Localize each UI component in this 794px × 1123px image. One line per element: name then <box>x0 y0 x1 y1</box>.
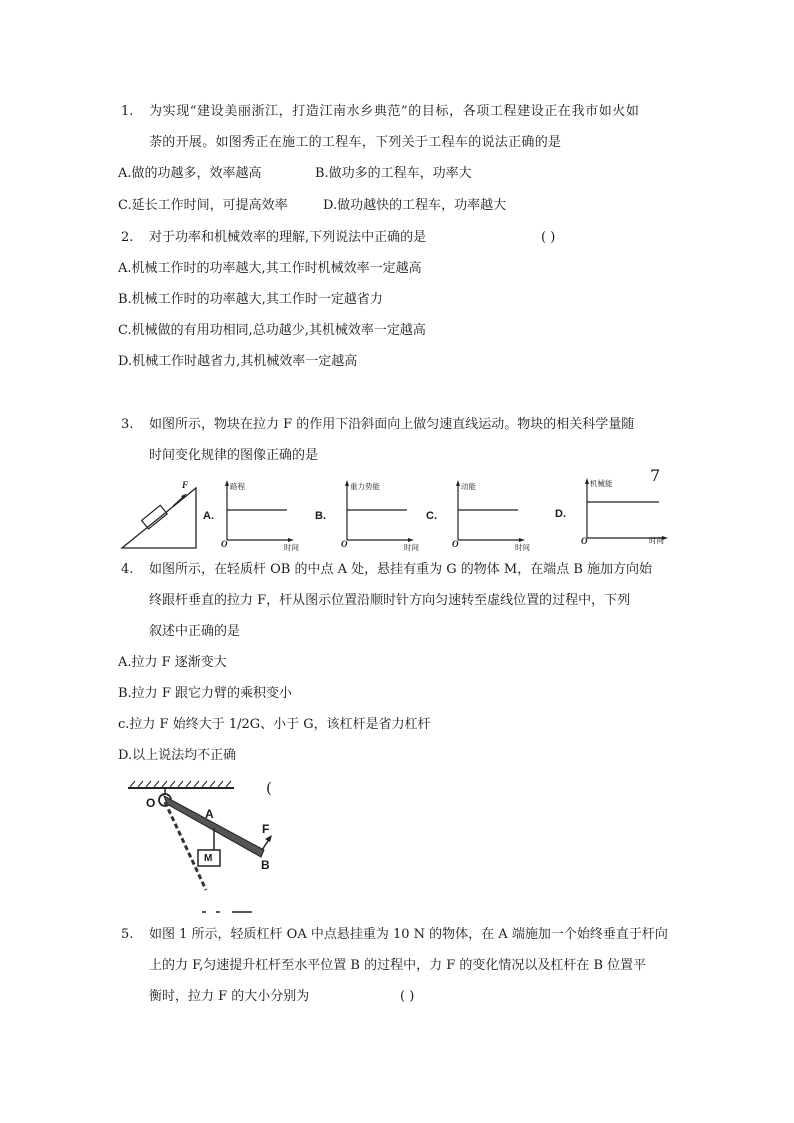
graph-d-origin: O <box>581 536 588 546</box>
q2-option-b: B.机械工作时的功率越大,其工作时一定越省力 <box>118 292 383 307</box>
q2-option-d: D.机械工作时越省力,其机械效率一定越高 <box>118 354 358 369</box>
lever-label-m: M <box>204 853 213 864</box>
q2-option-a: A.机械工作时的功率越大,其工作时机械效率一定越高 <box>118 261 422 276</box>
graph-c-ylabel: 动能 <box>461 482 476 491</box>
graph-d-letter: D. <box>555 508 566 520</box>
graph-c-letter: C. <box>426 510 437 522</box>
q1-option-c: C.延长工作时间，可提高效率 <box>118 198 288 213</box>
q1-option-b: B.做功多的工程车，功率大 <box>315 166 472 181</box>
graph-a-xlabel: 时间 <box>284 543 299 552</box>
lever-label-o: O <box>146 796 156 810</box>
lever-label-f: F <box>262 822 270 836</box>
q5-stem-line3: 衡时，拉力 F 的大小分别为 <box>149 989 310 1004</box>
q1-number: 1. <box>121 104 134 119</box>
graph-a-ylabel: 路程 <box>230 482 245 491</box>
graph-b-xlabel: 时间 <box>404 543 419 552</box>
graph-a-letter: A. <box>203 510 214 522</box>
q2-stem: 对于功率和机械效率的理解,下列说法中正确的是 <box>149 230 427 245</box>
graph-c-origin: O <box>452 539 459 549</box>
lever-label-a: A <box>205 807 214 821</box>
q3-stem-line1: 如图所示，物块在拉力 F 的作用下沿斜面向上做匀速直线运动。物块的相关科学量随 <box>149 417 635 432</box>
q5-answer-paren: ( ) <box>400 989 415 1004</box>
q4-stem-line1: 如图所示，在轻质杆 OB 的中点 A 处，悬挂有重为 G 的物体 M，在端点 B 施加方向始 <box>149 562 653 577</box>
incline-force-label: F <box>182 480 189 490</box>
q4-option-b: B.拉力 F 跟它力臂的乘积变小 <box>118 686 292 701</box>
graph-d-ylabel: 机械能 <box>590 479 613 488</box>
q5-stem-line2: 上的力 F,匀速提升杠杆至水平位置 B 的过程中，力 F 的变化情况以及杠杆在 B 位置平 <box>149 958 647 973</box>
q5-number: 5. <box>121 927 134 942</box>
q4-option-c: c.拉力 F 始终大于 1/2G、小于 G，该杠杆是省力杠杆 <box>118 717 431 732</box>
graph-b-origin: O <box>341 539 348 549</box>
q2-option-c: C.机械做的有用功相同,总功越少,其机械效率一定越高 <box>118 323 426 338</box>
graph-b-letter: B. <box>315 510 326 522</box>
q4-stem-line3: 叙述中正确的是 <box>149 624 241 639</box>
q4-stem-line2: 终跟杆垂直的拉力 F，杆从图示位置沿顺时针方向匀速转至虚线位置的过程中，下列 <box>149 593 631 608</box>
corner-mark: 7 <box>650 466 661 485</box>
q4-number: 4. <box>121 562 134 577</box>
q1-stem-line1: 为实现“建设美丽浙江，打造江南水乡典范”的目标，各项工程建设正在我市如火如 <box>149 104 640 119</box>
q4-option-d: D.以上说法均不正确 <box>118 748 237 763</box>
q1-option-a: A.做的功越多，效率越高 <box>118 166 262 181</box>
incline-figure <box>118 480 208 550</box>
q5-stem-line1: 如图 1 所示，轻质杠杆 OA 中点悬挂重为 10 N 的物体，在 A 端施加一个始终垂直于杆向 <box>149 927 668 942</box>
graph-a-origin: O <box>221 539 228 549</box>
lever-paren: ( <box>266 779 272 797</box>
q2-number: 2. <box>121 230 134 245</box>
q3-stem-line2: 时间变化规律的图像正确的是 <box>149 448 319 463</box>
graph-b-ylabel: 重力势能 <box>350 482 380 491</box>
q1-option-d: D.做功越快的工程车，功率越大 <box>323 198 507 213</box>
q3-number: 3. <box>121 417 134 432</box>
q1-stem-line2: 荼的开展。如图秀正在施工的工程车，下列关于工程车的说法正确的是 <box>149 135 562 150</box>
lever-label-b: B <box>261 858 270 872</box>
q2-answer-paren: ( ) <box>541 230 556 245</box>
graph-d-xlabel: 时间 <box>649 536 664 545</box>
graph-c-xlabel: 时间 <box>515 543 530 552</box>
q4-option-a: A.拉力 F 逐渐变大 <box>118 655 227 670</box>
